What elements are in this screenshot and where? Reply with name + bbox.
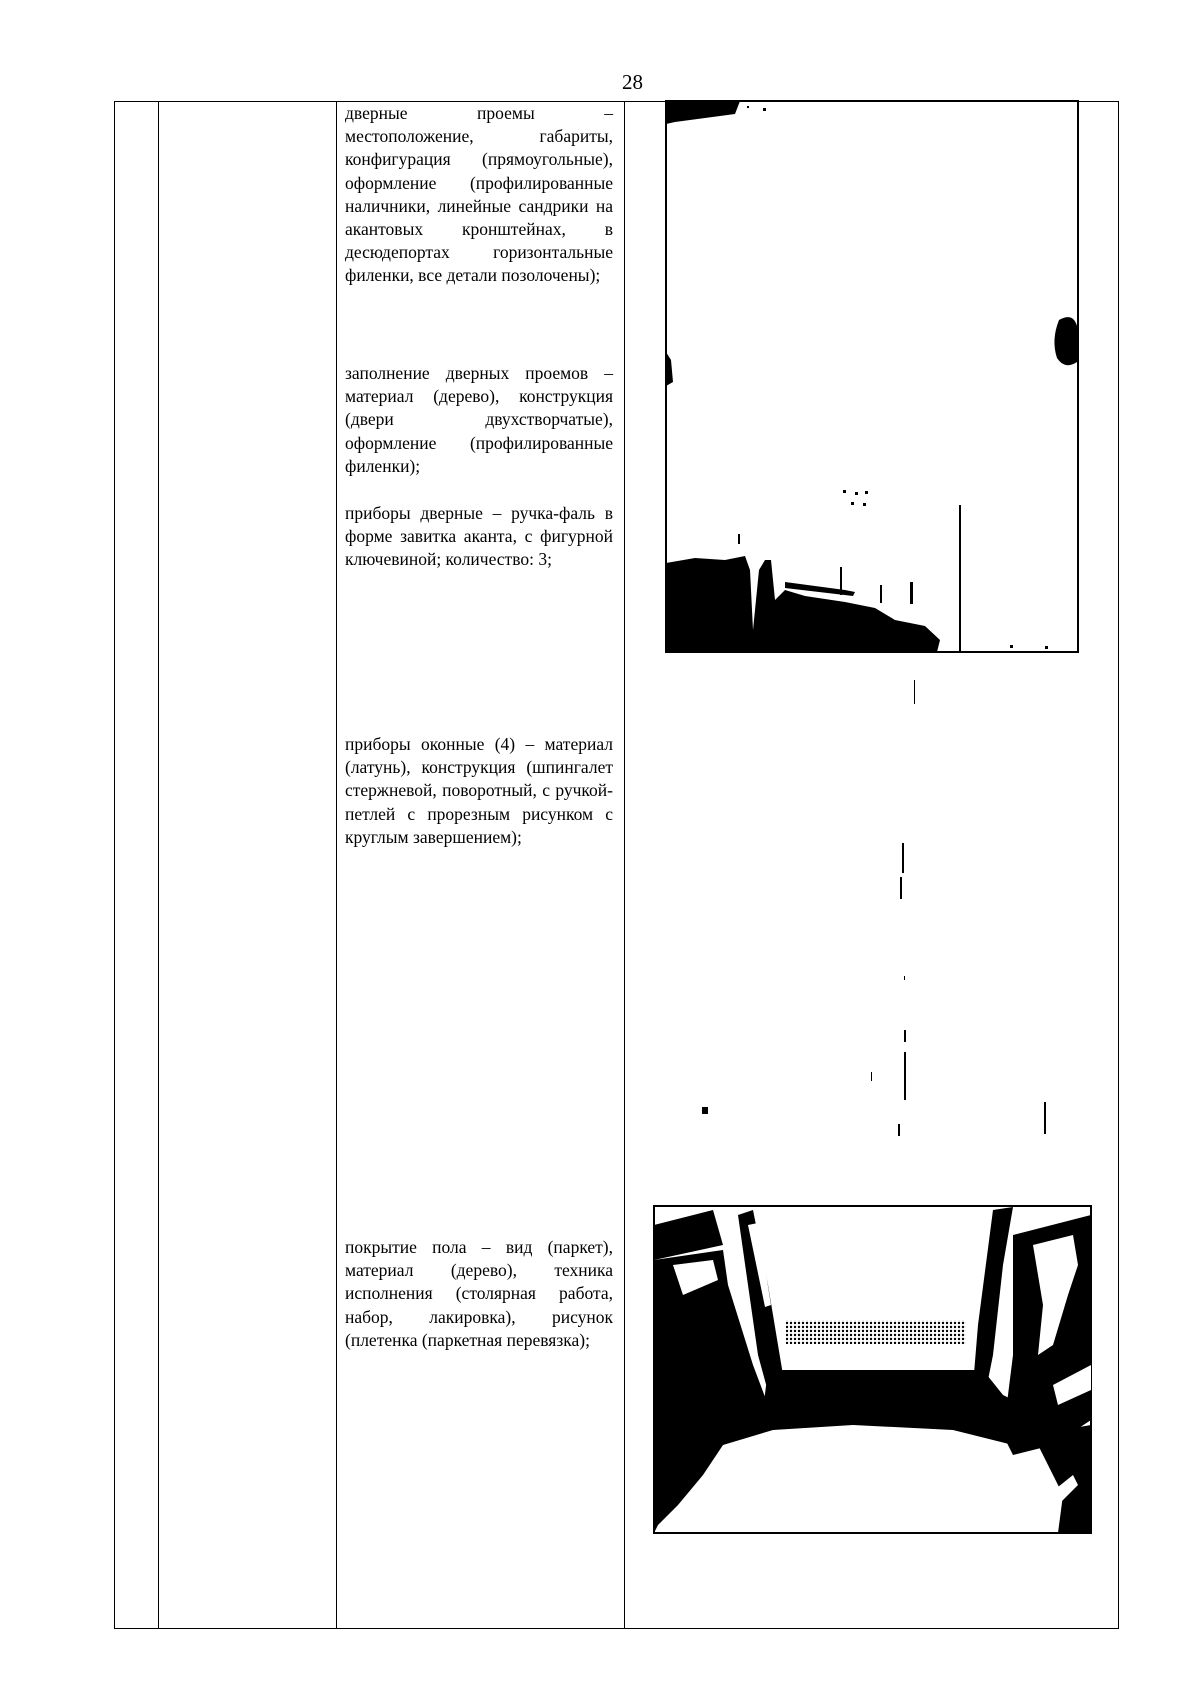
door-photo: [665, 100, 1079, 653]
photocopy-speck: [904, 1030, 906, 1042]
photocopy-speck: [898, 1124, 900, 1136]
column-divider: [624, 102, 625, 1628]
column-divider: [158, 102, 159, 1628]
photocopy-speck: [904, 1052, 906, 1100]
photocopy-speck: [1044, 1102, 1046, 1134]
text-window-hardware: приборы оконные (4) – материал (латунь), конструкция (шпингалет стержневой, поворотный, с ручкой-петлей с прорезным рисунком с круглым завершением);: [345, 734, 613, 847]
photocopy-speck: [902, 843, 904, 873]
page-number: 28: [622, 70, 643, 94]
photocopy-speck: [871, 1072, 872, 1081]
text-door-openings: дверные проемы – местоположение, габариты, конфигурация (прямоугольные), оформление (профилированные наличники, линейные сандрики на акантовых кронштейнах, в десюдепортах горизонтальные филенки, все детали позолочены);: [345, 103, 613, 286]
photocopy-speck: [900, 877, 902, 899]
text-door-hardware: приборы дверные – ручка-фаль в форме завитка аканта, с фигурной ключевиной; количество: 3;: [345, 503, 613, 570]
column-divider: [336, 102, 337, 1628]
floor-photo: [653, 1205, 1092, 1534]
photocopy-speck: [904, 976, 905, 980]
photocopy-speck: [914, 680, 915, 704]
photocopy-speck: [702, 1107, 708, 1114]
text-door-fill: заполнение дверных проемов – материал (дерево), конструкция (двери двухстворчатые), оформление (профилированные филенки);: [345, 363, 613, 476]
text-floor-covering: покрытие пола – вид (паркет), материал (дерево), техника исполнения (столярная работа, набор, лакировка), рисунок (плетенка (паркетная перевязка);: [345, 1237, 613, 1350]
